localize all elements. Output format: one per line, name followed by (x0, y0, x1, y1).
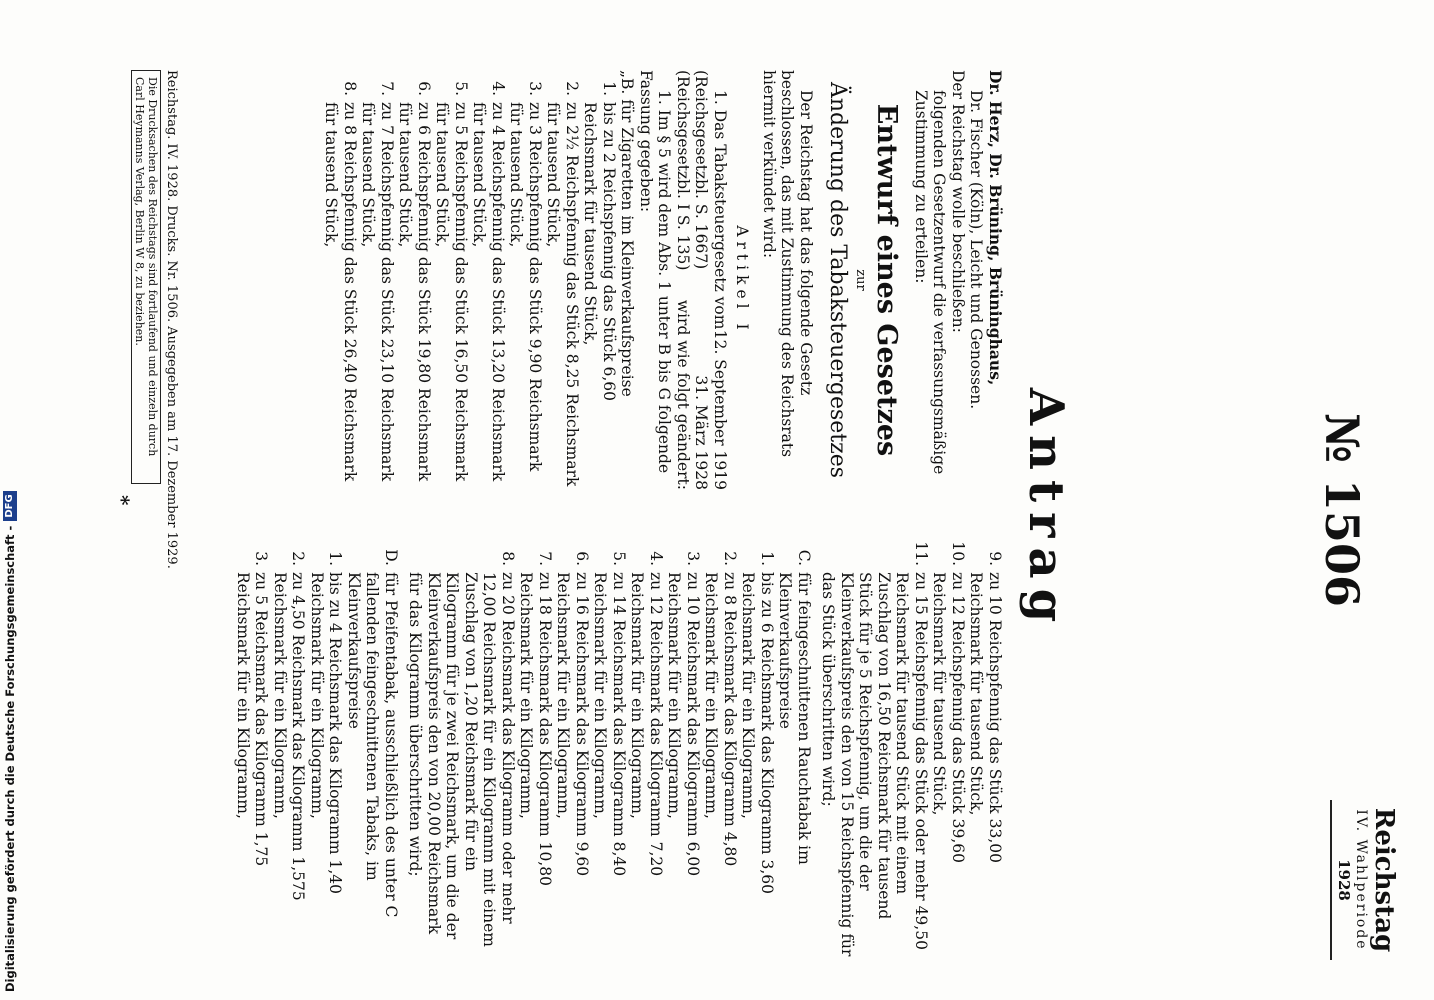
asterisk-mark: * (110, 495, 134, 506)
list-item-number: 2. (563, 81, 581, 96)
header-year: 1928 (1335, 859, 1353, 901)
list-item-number: 4. (489, 81, 507, 96)
header-rule (1330, 800, 1332, 960)
list-item (234, 540, 271, 960)
list-item-text: bis zu 2 Reichspfennig das Stück 6,60 Reichsmark für tausend Stück, (581, 102, 618, 402)
list-item-text: bis zu 6 Reichsmark das Kilogramm 3,60 Reichsmark für ein Kilogramm, (739, 572, 776, 894)
list-item-text: zu 7 Reichspfennig das Stück 23,10 Reichsmark für tausend Stück, (359, 102, 396, 482)
list-item-number: 2. (721, 551, 739, 566)
list-item (433, 70, 470, 490)
article-p1a: 1. Das Tabaksteuergesetz vom (711, 90, 729, 330)
footer-printline: Reichstag. IV. 1928. Drucks. Nr. 1506. Ausgegeben am 17. Dezember 1929. (164, 70, 179, 569)
list-item-number: 10. (949, 541, 967, 566)
list-item-text: zu 16 Reichsmark das Kilogramm 9,60 Reichsmark für ein Kilogramm, (554, 572, 591, 877)
list-item (581, 70, 618, 490)
list-item-number: 5. (610, 551, 628, 566)
list-item (517, 540, 554, 960)
intro-line-1: Dr. Herz, Dr. Brüning, Brüninghaus, (986, 70, 1005, 386)
list-item-number: 5. (452, 81, 470, 96)
list-item-number: 3. (526, 81, 544, 96)
digitization-text: Digitalisierung gefördert durch die Deutsche Forschungsgemeinschaft - (3, 525, 17, 992)
list-item (628, 540, 665, 960)
list-item (665, 540, 702, 960)
list-item-number: 6. (415, 81, 433, 96)
list-item-number: 7. (536, 551, 554, 566)
list-item-number: 9. (986, 551, 1004, 566)
list-item-number: 3. (684, 551, 702, 566)
section-d-list (234, 540, 345, 960)
article-p1e: (Reichsgesetzbl. I S. 135) (674, 70, 692, 271)
footer-notice: Die Drucksachen des Reichstags sind fortlaufend und einzeln durch Carl Heymanns Verlag, Berlin W 8, zu beziehen. (131, 70, 161, 484)
article-p1f: wird wie folgt geändert: (674, 299, 692, 490)
list-item-text: zu 5 Reichsmark das Kilogramm 1,75 Reichsmark für ein Kilogramm, (234, 572, 271, 867)
section-c-intro-row (776, 540, 813, 960)
list-item-number: 2. (289, 551, 308, 566)
entwurf-subtitle: Änderung des Tabaksteuergesetzes (825, 81, 850, 479)
intro-line-4: folgenden Gesetzentwurf die verfassungsmäßige Zustimmung zu erteilen: (912, 90, 949, 475)
section-d-intro-row (345, 540, 401, 960)
list-item-text: zu 4 Reichspfennig das Stück 13,20 Reichsmark für tausend Stück, (470, 102, 507, 482)
article-p1b: 12. September 1919 (711, 329, 729, 490)
list-item-number: 8. (341, 81, 359, 96)
section-c-label: C. (795, 549, 813, 566)
list-item-number: 4. (647, 551, 665, 566)
section-b-list-right (819, 540, 1004, 960)
reichstag-header (1330, 800, 1399, 960)
list-item-text: zu 12 Reichspfennig das Stück 39,60 Reichsmark für tausend Stück, (930, 572, 967, 863)
wahlperiode: IV. Wahlperiode (1353, 809, 1369, 951)
list-item-text: zu 8 Reichsmark das Kilogramm 4,80 Reichsmark für ein Kilogramm, (702, 572, 739, 867)
list-item-number: 1. (600, 81, 618, 96)
entwurf-zur: zur (853, 269, 869, 291)
list-item-number: 8. (499, 551, 517, 566)
list-item (819, 540, 930, 960)
artikel-heading: Artikel I (733, 225, 752, 335)
list-item-text: zu 5 Reichspfennig das Stück 16,50 Reichsmark für tausend Stück, (433, 102, 470, 482)
list-item (702, 540, 739, 960)
list-item-number: 7. (378, 81, 396, 96)
left-column (322, 70, 1004, 490)
right-column (234, 540, 1005, 960)
list-item (396, 70, 433, 490)
list-item (930, 540, 967, 960)
list-item-number: 1. (326, 551, 345, 566)
list-item-text: zu 8 Reichspfennig das Stück 26,40 Reichsmark für tausend Stück, (322, 102, 359, 482)
preamble: Der Reichstag hat das folgende Gesetz beschlossen, das mit Zustimmung des Reichsrats hiermit verkündet wird: (760, 70, 815, 458)
list-item-text: zu 4,50 Reichsmark das Kilogramm 1,575 Reichsmark für ein Kilogramm, (271, 572, 308, 901)
section-b-list-left (322, 70, 618, 490)
list-item (308, 540, 345, 960)
document-number: № 1506 (1315, 412, 1369, 608)
list-item-number: 1. (758, 551, 776, 566)
list-item-text: zu 6 Reichspfennig das Stück 19,80 Reichsmark für tausend Stück, (396, 102, 433, 482)
article-p1c: 31. März 1928 (692, 375, 711, 490)
list-item (739, 540, 776, 960)
section-b-intro: „B. für Zigaretten im Kleinverkaufspreise (618, 70, 637, 397)
list-item-text: zu 14 Reichsmark das Kilogramm 8,40 Reichsmark für ein Kilogramm, (591, 572, 628, 877)
list-item-text: zu 12 Reichsmark das Kilogramm 7,20 Reichsmark für ein Kilogramm, (628, 572, 665, 877)
dfg-logo: DFG (3, 491, 17, 520)
section-c-list (406, 540, 776, 960)
section-d-label: D. (382, 549, 400, 566)
list-item-text: zu 3 Reichspfennig das Stück 9,90 Reichsmark für tausend Stück, (507, 102, 544, 472)
list-item-text: zu 20 Reichsmark das Kilogramm oder mehr 12,00 Reichsmark für ein Kilogramm mit einem Zuschlag von 1,20 Reichsmark für ein Kilogramm für je zwei Reichsmark, um die der Kleinverkaufspreis den von 20,00 Reichsmark für das Kilogramm überschritten wird; (406, 572, 517, 947)
list-item-text: zu 15 Reichspfennig das Stück oder mehr 49,50 Reichsmark für tausend Stück mit einem Zuschlag von 16,50 Reichsmark für tausend Stück für je 5 Reichspfennig, um die der Kleinverkaufspreis den von 15 Reichspfennig für das Stück überschritten wird; (819, 572, 930, 957)
list-item (406, 540, 517, 960)
list-item-text: zu 2½ Reichspfennig das Stück 8,25 Reichsmark für tausend Stück, (544, 102, 581, 487)
reichstag-title: Reichstag (1369, 807, 1399, 953)
list-item (322, 70, 359, 490)
section-d-intro: für Pfeifentabak, ausschließlich des unter C fallenden feingeschnittenen Tabaks, im Kleinverkaufspreise (345, 572, 400, 918)
list-item-number: 11. (912, 541, 930, 566)
digitization-strip (0, 0, 20, 1000)
list-item (967, 540, 1004, 960)
article-p1d: (Reichsgesetzbl. S. 1667) (692, 70, 711, 270)
intro-line-3: Der Reichstag wolle beschließen: (949, 70, 967, 333)
list-item (359, 70, 396, 490)
article-paragraph-1 (674, 70, 730, 490)
list-item (554, 540, 591, 960)
list-item-text: zu 10 Reichsmark das Kilogramm 6,00 Reichsmark für ein Kilogramm, (665, 572, 702, 877)
list-item-number: 6. (573, 551, 591, 566)
list-item (507, 70, 544, 490)
list-item-text: zu 10 Reichspfennig das Stück 33,00 Reichsmark für tausend Stück, (967, 572, 1004, 863)
intro-line-2: Dr. Fischer (Köln), Leicht und Genossen. (967, 90, 986, 410)
list-item-text: bis zu 4 Reichsmark das Kilogramm 1,40 Reichsmark für ein Kilogramm, (308, 572, 345, 894)
list-item (544, 70, 581, 490)
footer (131, 70, 179, 900)
list-item (591, 540, 628, 960)
list-item (271, 540, 308, 960)
entwurf-title: Entwurf eines Gesetzes (871, 103, 903, 457)
list-item-text: zu 18 Reichsmark das Kilogramm 10,80 Reichsmark für ein Kilogramm, (517, 572, 554, 886)
list-item-number: 3. (252, 551, 271, 566)
document-title: Antrag (1018, 387, 1074, 633)
list-item (470, 70, 507, 490)
section-c-intro: für feingeschnittenen Rauchtabak im Kleinverkaufspreise (776, 572, 813, 865)
article-paragraph-2: 1. Im § 5 wird dem Abs. 1 unter B bis G folgende Fassung gegeben: (637, 70, 674, 474)
